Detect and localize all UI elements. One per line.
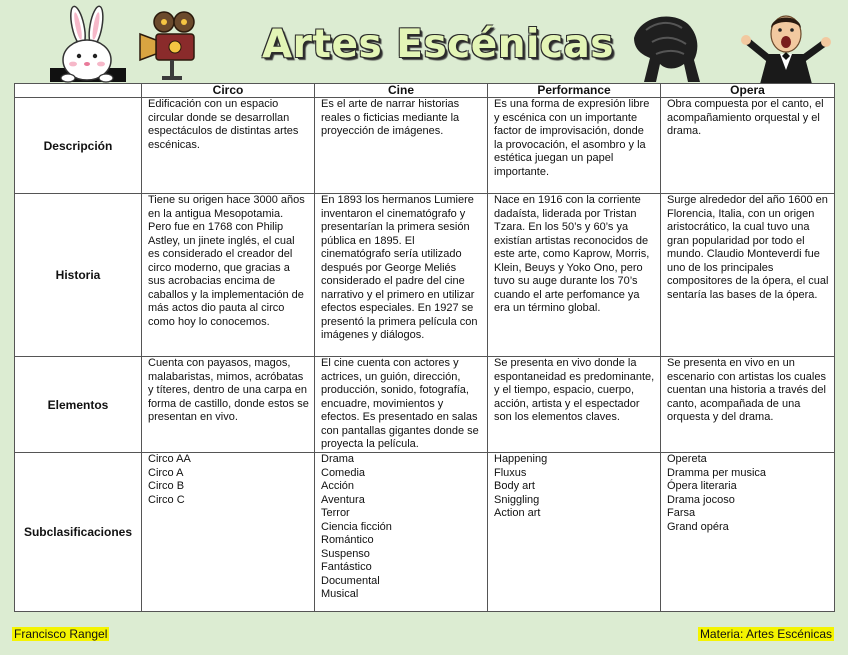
row-header-descripcion: Descripción bbox=[15, 98, 142, 194]
list-item: Documental bbox=[321, 574, 380, 587]
list-item: Romántico bbox=[321, 534, 374, 546]
table-row-descripcion bbox=[15, 98, 835, 194]
page-title: Artes Escénicas bbox=[262, 22, 615, 67]
rabbit-clipart bbox=[44, 4, 130, 84]
list-item: Farsa bbox=[667, 507, 696, 519]
list-item: Circo C bbox=[148, 493, 185, 506]
cell-subclasificaciones-cine bbox=[315, 453, 488, 612]
column-header-cine: Cine bbox=[315, 84, 488, 98]
cell-subclasificaciones-performance bbox=[488, 453, 661, 612]
table-header-row bbox=[15, 84, 835, 98]
column-header-circo: Circo bbox=[142, 84, 315, 98]
cell-subclasificaciones-circo bbox=[142, 453, 315, 612]
cell-elementos-circo: Cuenta con payasos, magos, malabaristas, mimos, acróbatas y títeres, dentro de una carpa en forma de castillo, donde estos se presentan en vivo. bbox=[142, 357, 315, 453]
cell-elementos-performance: Se presenta en vivo donde la espontaneidad es predominante, y el tiempo, espacio, cuerpo, acción, artista y el espectador son los elementos claves. bbox=[488, 357, 661, 453]
cell-descripcion-cine: Es el arte de narrar historias reales o ficticias mediante la proyección de imágenes. bbox=[315, 98, 488, 194]
footer-subject: Materia: Artes Escénicas bbox=[699, 627, 832, 641]
cell-historia-cine: En 1893 los hermanos Lumiere inventaron el cinematógrafo y presentarían la primera sesión pública en 1895. El cinematógrafo sería utilizado después por George Meliés considerado el padre del cine narrativo y el primero en utilizar efectos especiales. En 1927 se presentó la primera película con imágenes y diálogos. bbox=[315, 194, 488, 357]
list-item: Ciencia ficción bbox=[321, 520, 392, 533]
list-item: Action art bbox=[494, 507, 541, 519]
row-header-subclasificaciones: Subclasificaciones bbox=[15, 453, 142, 612]
cell-historia-performance: Nace en 1916 con la corriente dadaísta, liderada por Tristan Tzara. En los 50’s y 60’s ya existían artistas reconocidos de este arte, como Kaprow, Morris, Klein, Beuys y Yoko Ono, pero tuvo su auge durante los 70’s cuando el arte perfomance ya era un término global. bbox=[488, 194, 661, 357]
comparison-table bbox=[14, 83, 834, 612]
list-item: Drama jocoso bbox=[667, 493, 735, 506]
list-item: Aventura bbox=[321, 493, 365, 506]
table-row-subclasificaciones bbox=[15, 453, 835, 612]
list-item: Sniggling bbox=[494, 493, 540, 506]
column-header-empty bbox=[15, 84, 142, 98]
list-item: Musical bbox=[321, 588, 359, 600]
film-camera-clipart bbox=[136, 10, 208, 82]
header bbox=[0, 0, 848, 84]
list-item: Body art bbox=[494, 480, 535, 492]
footer-author: Francisco Rangel bbox=[14, 627, 108, 641]
list-item: Ópera literaria bbox=[667, 480, 737, 492]
list-item: Circo AA bbox=[148, 453, 191, 465]
list-item: Acción bbox=[321, 480, 355, 492]
list-item: Happening bbox=[494, 453, 548, 465]
opera-singer-clipart bbox=[738, 10, 834, 84]
cell-descripcion-opera: Obra compuesta por el canto, el acompañamiento orquestal y el drama. bbox=[661, 98, 835, 194]
list-item: Circo A bbox=[148, 466, 184, 479]
cell-descripcion-circo: Edificación con un espacio circular donde se desarrollan espectáculos de distintas artes escénicas. bbox=[142, 98, 315, 194]
list-item: Terror bbox=[321, 507, 350, 519]
list-item: Comedia bbox=[321, 466, 366, 479]
row-header-historia: Historia bbox=[15, 194, 142, 357]
cell-historia-opera: Surge alrededor del año 1600 en Florencia, Italia, con un origen aristocrático, la cual tuvo una gran popularidad por todo el mundo. Claudio Monteverdi fue uno de los principales compositores de la ópera, el cual sentaría las bases de la ópera. bbox=[661, 194, 835, 357]
list-item: Fantástico bbox=[321, 561, 372, 573]
list-item: Grand opéra bbox=[667, 520, 729, 533]
table-row-historia bbox=[15, 194, 835, 357]
list-item: Drama bbox=[321, 453, 355, 465]
column-header-performance: Performance bbox=[488, 84, 661, 98]
cell-historia-circo: Tiene su origen hace 3000 años en la antigua Mesopotamia. Pero fue en 1768 con Philip Astley, un jinete inglés, el cual es considerado el creador del circo moderno, que gracias a sus acrobacias encima de caballos y la implementación de más actos dio pauta al circo como hoy lo conocemos. bbox=[142, 194, 315, 357]
performer-clipart bbox=[626, 8, 708, 84]
list-item: Dramma per musica bbox=[667, 466, 767, 479]
row-header-elementos: Elementos bbox=[15, 357, 142, 453]
column-header-opera: Opera bbox=[661, 84, 835, 98]
cell-subclasificaciones-opera bbox=[661, 453, 835, 612]
cell-elementos-cine: El cine cuenta con actores y actrices, un guión, dirección, producción, sonido, fotografía, encuadre, movimientos y efectos. Es presentado en salas con pantallas gigantes donde se proyecta la película. bbox=[315, 357, 488, 453]
list-item: Opereta bbox=[667, 453, 707, 465]
list-item: Circo B bbox=[148, 480, 185, 492]
cell-elementos-opera: Se presenta en vivo en un escenario con artistas los cuales cuentan una historia a través del canto, acompañada de una orquesta y del drama. bbox=[661, 357, 835, 453]
cell-descripcion-performance: Es una forma de expresión libre y escénica con un importante factor de improvisación, donde la provocación, el asombro y la estética juegan un papel importante. bbox=[488, 98, 661, 194]
list-item: Fluxus bbox=[494, 466, 527, 479]
table-row-elementos bbox=[15, 357, 835, 453]
list-item: Suspenso bbox=[321, 547, 370, 560]
